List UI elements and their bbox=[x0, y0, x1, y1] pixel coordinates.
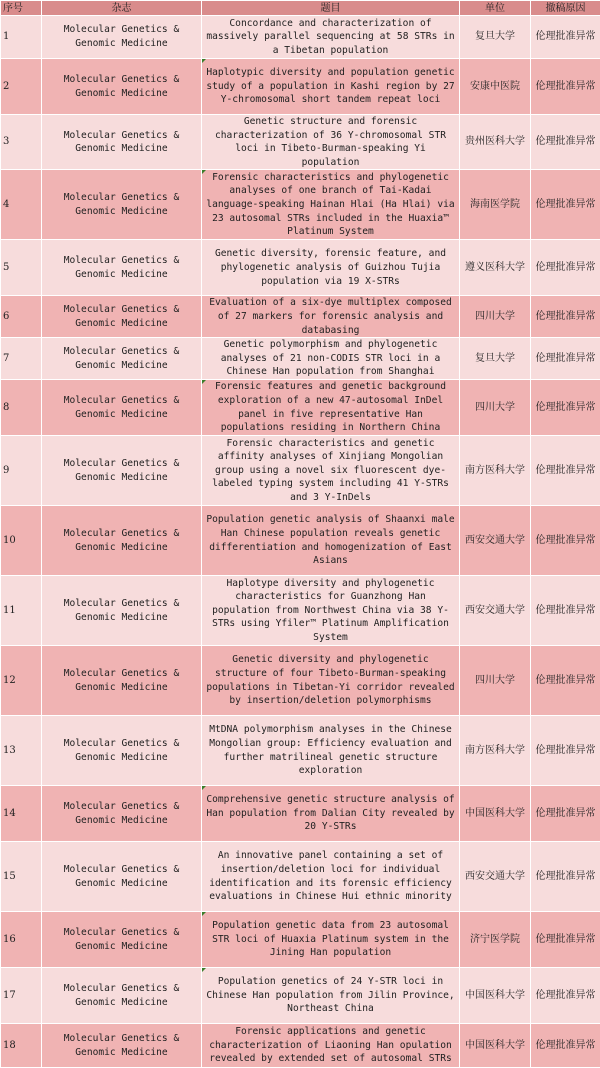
title-cell bbox=[202, 842, 460, 912]
unit-cell bbox=[460, 296, 531, 338]
row-number bbox=[1, 842, 42, 912]
journal-cell-text: Molecular Genetics & Genomic Medicine bbox=[64, 192, 180, 217]
row-number-text: 7 bbox=[3, 353, 9, 364]
table-row bbox=[1, 338, 600, 380]
row-number bbox=[1, 506, 42, 576]
reason-cell bbox=[531, 912, 600, 968]
reason-cell-text: 伦理批准异常 bbox=[536, 990, 596, 1001]
title-cell-text: MtDNA polymorphism analyses in the Chinese Mongolian group: Efficiency evaluation and further matrilineal genetic structure exploration bbox=[209, 724, 452, 776]
unit-cell-text: 南方医科大学 bbox=[465, 745, 525, 756]
title-cell-text: An innovative panel containing a set of insertion/deletion loci for individual identification and its forensic efficiency evaluations in Chinese Hui ethnic minority bbox=[209, 850, 452, 902]
title-cell-text: Concordance and characterization of massively parallel sequencing at 58 STRs in a Tibetan population bbox=[206, 18, 454, 56]
journal-cell-text: Molecular Genetics & Genomic Medicine bbox=[64, 74, 180, 99]
journal-cell bbox=[42, 716, 202, 786]
unit-cell-text: 复旦大学 bbox=[475, 353, 515, 364]
journal-cell-text: Molecular Genetics & Genomic Medicine bbox=[64, 1033, 180, 1058]
reason-cell-text: 伦理批准异常 bbox=[536, 934, 596, 945]
title-cell bbox=[202, 16, 460, 59]
reason-cell-text: 伦理批准异常 bbox=[536, 675, 596, 686]
journal-cell bbox=[42, 968, 202, 1024]
table-row bbox=[1, 506, 600, 576]
header-no: 序号 bbox=[1, 1, 42, 16]
unit-cell-text: 西安交通大学 bbox=[465, 871, 525, 882]
table-row bbox=[1, 16, 600, 59]
table-row bbox=[1, 646, 600, 716]
title-cell-text: Forensic applications and genetic characterization of Liaoning Han opulation revealed by extended set of autosomal STRs bbox=[209, 1026, 452, 1064]
table-row bbox=[1, 59, 600, 115]
title-cell-text: Forensic features and genetic background exploration of a new 47-autosomal InDel panel in five representative Han populations residing in Northern China bbox=[215, 381, 446, 433]
title-cell bbox=[202, 338, 460, 380]
unit-cell bbox=[460, 240, 531, 296]
reason-cell-text: 伦理批准异常 bbox=[536, 311, 596, 322]
unit-cell bbox=[460, 338, 531, 380]
unit-cell-text: 西安交通大学 bbox=[465, 535, 525, 546]
reason-cell-text: 伦理批准异常 bbox=[536, 402, 596, 413]
title-cell-text: Genetic polymorphism and phylogenetic analyses of 21 non-CODIS STR loci in a Chinese Han population from Shanghai bbox=[221, 339, 441, 377]
reason-cell bbox=[531, 338, 600, 380]
title-cell bbox=[202, 646, 460, 716]
table-row bbox=[1, 296, 600, 338]
row-number-text: 2 bbox=[3, 81, 9, 92]
journal-cell-text: Molecular Genetics & Genomic Medicine bbox=[64, 395, 180, 420]
header-unit: 单位 bbox=[460, 1, 531, 16]
unit-cell-text: 济宁医学院 bbox=[470, 934, 520, 945]
journal-cell bbox=[42, 338, 202, 380]
title-cell bbox=[202, 912, 460, 968]
journal-cell-text: Molecular Genetics & Genomic Medicine bbox=[64, 255, 180, 280]
journal-cell bbox=[42, 170, 202, 240]
unit-cell bbox=[460, 786, 531, 842]
row-number bbox=[1, 786, 42, 842]
unit-cell-text: 安康中医院 bbox=[470, 81, 520, 92]
journal-cell-text: Molecular Genetics & Genomic Medicine bbox=[64, 801, 180, 826]
title-cell-text: Haplotype diversity and phylogenetic characteristics for Guanzhong Han population from Northwest China via 38 Y-STRs using Yfiler™ Platinum Amplification System bbox=[212, 578, 449, 643]
unit-cell-text: 南方医科大学 bbox=[465, 465, 525, 476]
reason-cell-text: 伦理批准异常 bbox=[536, 136, 596, 147]
unit-cell bbox=[460, 842, 531, 912]
row-number bbox=[1, 576, 42, 646]
reason-cell-text: 伦理批准异常 bbox=[536, 871, 596, 882]
row-number-text: 8 bbox=[3, 402, 9, 413]
table-row bbox=[1, 170, 600, 240]
journal-cell bbox=[42, 646, 202, 716]
title-cell-text: Population genetic analysis of Shaanxi male Han Chinese population reveals genetic differentiation and homogenization of East Asians bbox=[206, 514, 454, 566]
journal-cell bbox=[42, 296, 202, 338]
title-cell-text: Population genetics of 24 Y-STR loci in Chinese Han population from Jilin Province, Northeast China bbox=[206, 976, 454, 1014]
table-body bbox=[1, 16, 600, 1068]
unit-cell-text: 中国医科大学 bbox=[465, 990, 525, 1001]
title-cell bbox=[202, 436, 460, 506]
row-number bbox=[1, 380, 42, 436]
unit-cell-text: 遵义医科大学 bbox=[465, 262, 525, 273]
row-number-text: 5 bbox=[3, 262, 9, 273]
comment-marker-icon bbox=[202, 59, 206, 63]
reason-cell-text: 伦理批准异常 bbox=[536, 745, 596, 756]
title-cell-text: Forensic characteristics and phylogenetic analyses of one branch of Tai-Kadai language-speaking Hainan Hlai (Ha Hlai) via 23 autosomal STRs included in the Huaxia™ Platinum System bbox=[206, 172, 454, 237]
row-number-text: 6 bbox=[3, 311, 9, 322]
reason-cell bbox=[531, 380, 600, 436]
row-number bbox=[1, 912, 42, 968]
reason-cell-text: 伦理批准异常 bbox=[536, 535, 596, 546]
row-number bbox=[1, 170, 42, 240]
table-row bbox=[1, 968, 600, 1024]
unit-cell bbox=[460, 115, 531, 170]
table-row bbox=[1, 436, 600, 506]
journal-cell bbox=[42, 16, 202, 59]
row-number bbox=[1, 59, 42, 115]
table-row bbox=[1, 842, 600, 912]
title-cell bbox=[202, 380, 460, 436]
title-cell bbox=[202, 968, 460, 1024]
row-number-text: 11 bbox=[3, 605, 16, 616]
comment-marker-icon bbox=[202, 786, 206, 790]
row-number-text: 15 bbox=[3, 871, 16, 882]
reason-cell-text: 伦理批准异常 bbox=[536, 808, 596, 819]
title-cell-text: Haplotypic diversity and population genetic study of a population in Kashi region by 27 Y-chromosomal short tandem repeat loci bbox=[206, 67, 454, 105]
reason-cell bbox=[531, 716, 600, 786]
unit-cell bbox=[460, 646, 531, 716]
journal-cell-text: Molecular Genetics & Genomic Medicine bbox=[64, 983, 180, 1008]
row-number bbox=[1, 338, 42, 380]
unit-cell-text: 四川大学 bbox=[475, 311, 515, 322]
reason-cell bbox=[531, 646, 600, 716]
unit-cell-text: 中国医科大学 bbox=[465, 1040, 525, 1051]
title-cell bbox=[202, 786, 460, 842]
unit-cell bbox=[460, 1024, 531, 1068]
reason-cell bbox=[531, 59, 600, 115]
unit-cell-text: 四川大学 bbox=[475, 675, 515, 686]
journal-cell-text: Molecular Genetics & Genomic Medicine bbox=[64, 738, 180, 763]
title-cell bbox=[202, 59, 460, 115]
reason-cell bbox=[531, 968, 600, 1024]
row-number bbox=[1, 16, 42, 59]
reason-cell bbox=[531, 1024, 600, 1068]
unit-cell-text: 贵州医科大学 bbox=[465, 136, 525, 147]
journal-cell bbox=[42, 59, 202, 115]
comment-marker-icon bbox=[202, 170, 206, 174]
title-cell-text: Comprehensive genetic structure analysis of Han population from Dalian City revealed by 20 Y-STRs bbox=[206, 794, 454, 832]
reason-cell bbox=[531, 576, 600, 646]
table-row bbox=[1, 240, 600, 296]
title-cell bbox=[202, 115, 460, 170]
header-reason: 撤稿原因 bbox=[531, 1, 600, 16]
journal-cell bbox=[42, 912, 202, 968]
row-number bbox=[1, 296, 42, 338]
row-number-text: 14 bbox=[3, 808, 16, 819]
reason-cell bbox=[531, 842, 600, 912]
comment-marker-icon bbox=[202, 380, 206, 384]
reason-cell-text: 伦理批准异常 bbox=[536, 262, 596, 273]
row-number-text: 17 bbox=[3, 990, 16, 1001]
table-row bbox=[1, 115, 600, 170]
title-cell bbox=[202, 1024, 460, 1068]
journal-cell-text: Molecular Genetics & Genomic Medicine bbox=[64, 24, 180, 49]
comment-marker-icon bbox=[202, 968, 206, 972]
header-journal: 杂志 bbox=[42, 1, 202, 16]
journal-cell-text: Molecular Genetics & Genomic Medicine bbox=[64, 598, 180, 623]
row-number-text: 9 bbox=[3, 465, 9, 476]
reason-cell bbox=[531, 115, 600, 170]
unit-cell bbox=[460, 170, 531, 240]
title-cell-text: Evaluation of a six-dye multiplex composed of 27 markers for forensic analysis and databasing bbox=[209, 297, 452, 335]
reason-cell bbox=[531, 786, 600, 842]
row-number-text: 1 bbox=[3, 31, 9, 42]
journal-cell-text: Molecular Genetics & Genomic Medicine bbox=[64, 346, 180, 371]
row-number bbox=[1, 716, 42, 786]
unit-cell bbox=[460, 380, 531, 436]
journal-cell bbox=[42, 506, 202, 576]
reason-cell-text: 伦理批准异常 bbox=[536, 465, 596, 476]
unit-cell bbox=[460, 436, 531, 506]
journal-cell-text: Molecular Genetics & Genomic Medicine bbox=[64, 528, 180, 553]
title-cell bbox=[202, 716, 460, 786]
row-number bbox=[1, 115, 42, 170]
table-row bbox=[1, 576, 600, 646]
reason-cell bbox=[531, 296, 600, 338]
journal-cell bbox=[42, 1024, 202, 1068]
reason-cell bbox=[531, 16, 600, 59]
title-cell bbox=[202, 240, 460, 296]
comment-marker-icon bbox=[202, 912, 206, 916]
row-number bbox=[1, 436, 42, 506]
table-row bbox=[1, 1024, 600, 1068]
row-number bbox=[1, 646, 42, 716]
row-number-text: 16 bbox=[3, 934, 16, 945]
row-number-text: 13 bbox=[3, 745, 16, 756]
title-cell-text: Genetic diversity, forensic feature, and phylogenetic analysis of Guizhou Tujia population via 19 X-STRs bbox=[215, 248, 446, 286]
unit-cell bbox=[460, 576, 531, 646]
reason-cell bbox=[531, 506, 600, 576]
unit-cell-text: 四川大学 bbox=[475, 402, 515, 413]
journal-cell bbox=[42, 842, 202, 912]
reason-cell bbox=[531, 240, 600, 296]
reason-cell-text: 伦理批准异常 bbox=[536, 81, 596, 92]
journal-cell bbox=[42, 436, 202, 506]
title-cell-text: Population genetic data from 23 autosomal STR loci of Huaxia Platinum system in the Jining Han population bbox=[212, 920, 449, 958]
journal-cell-text: Molecular Genetics & Genomic Medicine bbox=[64, 304, 180, 329]
title-cell bbox=[202, 170, 460, 240]
row-number bbox=[1, 240, 42, 296]
reason-cell-text: 伦理批准异常 bbox=[536, 199, 596, 210]
reason-cell bbox=[531, 436, 600, 506]
reason-cell-text: 伦理批准异常 bbox=[536, 31, 596, 42]
unit-cell bbox=[460, 59, 531, 115]
journal-cell bbox=[42, 380, 202, 436]
reason-cell-text: 伦理批准异常 bbox=[536, 353, 596, 364]
journal-cell-text: Molecular Genetics & Genomic Medicine bbox=[64, 130, 180, 155]
row-number-text: 12 bbox=[3, 675, 16, 686]
row-number bbox=[1, 968, 42, 1024]
journal-cell-text: Molecular Genetics & Genomic Medicine bbox=[64, 927, 180, 952]
table-row bbox=[1, 786, 600, 842]
title-cell-text: Genetic structure and forensic characterization of 36 Y-chromosomal STR loci in Tibeto-Burman-speaking Yi population bbox=[215, 116, 446, 168]
header-row bbox=[1, 1, 600, 16]
journal-cell bbox=[42, 786, 202, 842]
title-cell bbox=[202, 576, 460, 646]
unit-cell bbox=[460, 968, 531, 1024]
journal-cell bbox=[42, 115, 202, 170]
journal-cell-text: Molecular Genetics & Genomic Medicine bbox=[64, 458, 180, 483]
reason-cell-text: 伦理批准异常 bbox=[536, 605, 596, 616]
row-number-text: 4 bbox=[3, 199, 9, 210]
row-number-text: 3 bbox=[3, 136, 9, 147]
unit-cell bbox=[460, 16, 531, 59]
title-cell bbox=[202, 506, 460, 576]
unit-cell bbox=[460, 506, 531, 576]
journal-cell-text: Molecular Genetics & Genomic Medicine bbox=[64, 864, 180, 889]
reason-cell-text: 伦理批准异常 bbox=[536, 1040, 596, 1051]
journal-cell bbox=[42, 576, 202, 646]
row-number bbox=[1, 1024, 42, 1068]
title-cell bbox=[202, 296, 460, 338]
row-number-text: 10 bbox=[3, 535, 16, 546]
title-cell-text: Forensic characteristics and genetic affinity analyses of Xinjiang Mongolian group using a novel six fluorescent dye-labeled typing system including 41 Y-STRs and 3 Y-InDels bbox=[212, 438, 449, 503]
unit-cell bbox=[460, 912, 531, 968]
unit-cell-text: 海南医学院 bbox=[470, 199, 520, 210]
unit-cell bbox=[460, 716, 531, 786]
unit-cell-text: 中国医科大学 bbox=[465, 808, 525, 819]
title-cell-text: Genetic diversity and phylogenetic structure of four Tibeto-Burman-speaking populations in Tibetan-Yi corridor revealed by insertion/deletion polymorphisms bbox=[206, 654, 454, 706]
unit-cell-text: 复旦大学 bbox=[475, 31, 515, 42]
row-number-text: 18 bbox=[3, 1040, 16, 1051]
header-title: 题目 bbox=[202, 1, 460, 16]
journal-cell bbox=[42, 240, 202, 296]
journal-cell-text: Molecular Genetics & Genomic Medicine bbox=[64, 668, 180, 693]
table-row bbox=[1, 716, 600, 786]
table-row bbox=[1, 912, 600, 968]
table-row bbox=[1, 380, 600, 436]
reason-cell bbox=[531, 170, 600, 240]
unit-cell-text: 西安交通大学 bbox=[465, 605, 525, 616]
